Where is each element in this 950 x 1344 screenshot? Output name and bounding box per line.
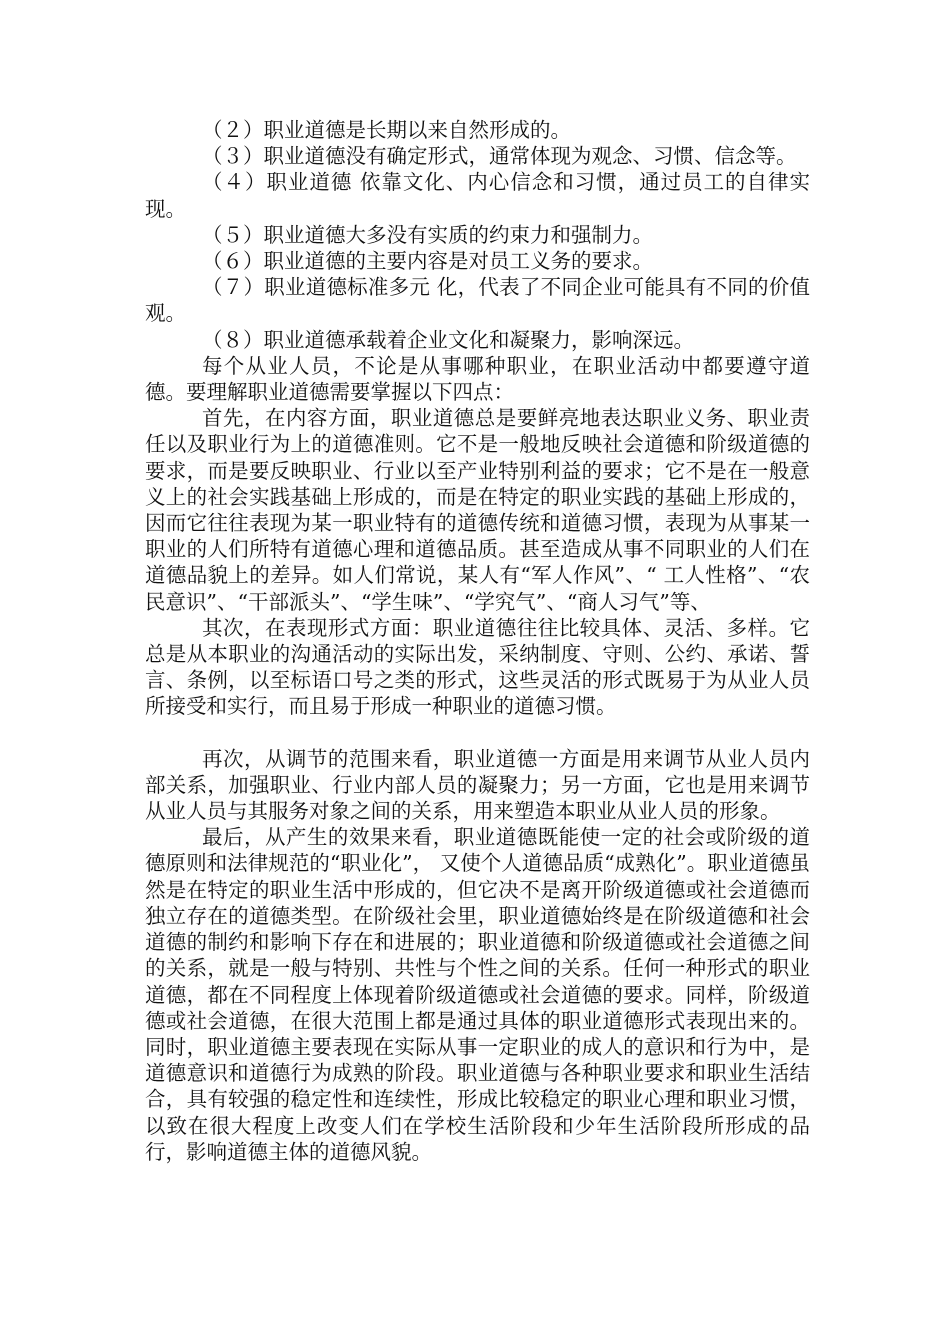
- list-item-6: （６）职业道德的主要内容是对员工义务的要求。: [202, 249, 653, 274]
- list-item-3: （３）职业道德没有确定形式，通常体现为观念、习惯、信念等。: [202, 144, 797, 169]
- list-item-4: （４）职业道德 依靠文化、内心信念和习惯，通过员工的自律实现。: [145, 170, 810, 221]
- list-item-5: （５）职业道德大多没有实质的约束力和强制力。: [202, 222, 653, 247]
- paragraph-effect-aspect: 最后，从产生的效果来看，职业道德既能使一定的社会或阶级的道德原则和法律规范的“职业化”， 又使个人道德品质“成熟化”。职业道德虽然是在特定的职业生活中形成的，但它决不是离开阶级道德或社会道德而独立存在的道德类型。在阶级社会里，职业道德始终是在阶级道德和社会道德的制约和影响下存在和进展的；职业道德和阶级道德或社会道德之间的关系，就是一般与特别、共性与个性之间的关系。任何一种形式的职业道德，都在不同程度上体现着阶级道德或社会道德的要求。同样，阶级道德或社会道德，在很大范围上都是通过具体的职业道德形式表现出来的。同时，职业道德主要表现在实际从事一定职业的成人的意识和行为中，是道德意识和道德行为成熟的阶段。职业道德与各种职业要求和职业生活结合，具有较强的稳定性和连续性，形成比较稳定的职业心理和职业习惯，以致在很大程度上改变人们在学校生活阶段和少年生活阶段所形成的品行，影响道德主体的道德风貌。: [145, 825, 810, 1164]
- list-item-2: （２）职业道德是长期以来自然形成的。: [202, 118, 571, 142]
- list-item-8: （８）职业道德承载着企业文化和凝聚力，影响深远。: [202, 327, 694, 352]
- intro-paragraph: 每个从业人员，不论是从事哪种职业，在职业活动中都要遵守道德。要理解职业道德需要掌握以下四点：: [145, 353, 810, 405]
- list-item-7: （７）职业道德标准多元 化，代表了不同企业可能具有不同的价值观。: [145, 275, 810, 326]
- paragraph-form-aspect: 其次，在表现形式方面：职业道德往往比较具体、灵活、多样。它总是从本职业的沟通活动的实际出发，采纳制度、守则、公约、承诺、誓言、条例，以至标语口号之类的形式，这些灵活的形式既易于为从业人员所接受和实行，而且易于形成一种职业的道德习惯。: [145, 615, 810, 719]
- paragraph-scope-aspect: 再次，从调节的范围来看，职业道德一方面是用来调节从业人员内部关系，加强职业、行业内部人员的凝聚力；另一方面，它也是用来调节从业人员与其服务对象之间的关系，用来塑造本职业从业人员的形象。: [145, 746, 810, 824]
- document-page: [145, 117, 810, 1165]
- paragraph-content-aspect: 首先，在内容方面，职业道德总是要鲜亮地表达职业义务、职业责任以及职业行为上的道德准则。它不是一般地反映社会道德和阶级道德的要求，而是要反映职业、行业以至产业特别利益的要求；它不是在一般意义上的社会实践基础上形成的，而是在特定的职业实践的基础上形成的，因而它往往表现为某一职业特有的道德传统和道德习惯，表现为从事某一职业的人们所特有道德心理和道德品质。甚至造成从事不同职业的人们在道德品貌上的差异。如人们常说，某人有“军人作风”、“ 工人性格”、“农民意识”、“干部派头”、“学生味”、“学究气”、“商人习气”等、: [145, 406, 810, 614]
